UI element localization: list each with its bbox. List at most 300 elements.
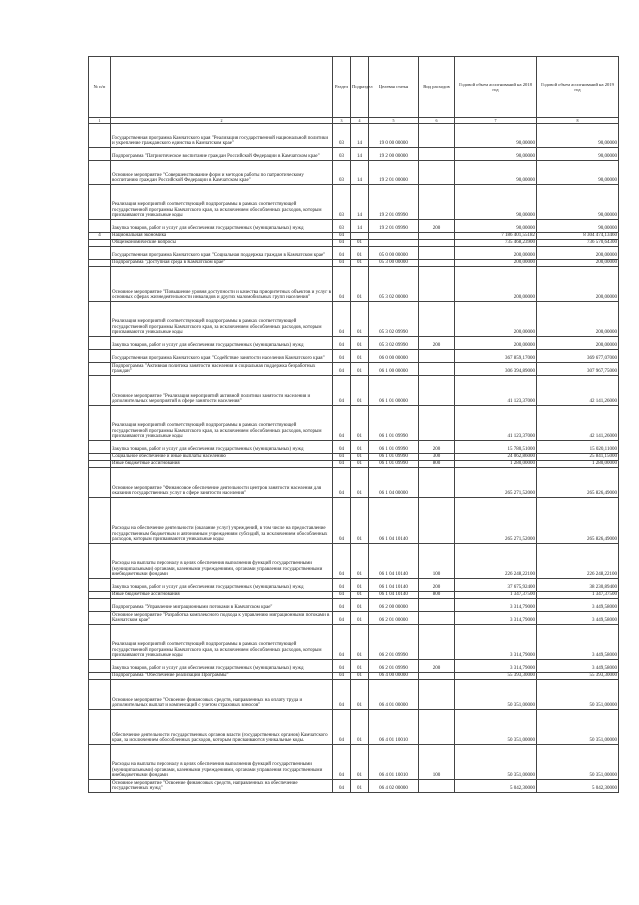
- cell-section: 04: [333, 337, 351, 350]
- cell-amount-2018: 90,00000: [455, 148, 537, 161]
- cell-name: Подпрограмма "Патриотическое воспитание граждан Российской Федерации в Камчатском крае": [111, 148, 333, 161]
- cell-amount-2019: 3 449,58000: [537, 625, 619, 660]
- cell-number: [89, 247, 111, 260]
- table-row: [89, 337, 619, 350]
- cell-amount-2019: 25 841,15000: [537, 454, 619, 461]
- table-row: [89, 302, 619, 337]
- cell-name: Закупка товаров, работ и услуг для обеспечения государственных (муниципальных) нужд: [111, 441, 333, 454]
- cell-expense-type: 200: [419, 337, 455, 350]
- header-exptype: Вид расходов: [419, 57, 455, 118]
- cell-subsection: 01: [351, 441, 369, 454]
- table-row: [89, 780, 619, 793]
- cell-expense-type: [419, 350, 455, 363]
- cell-amount-2019: 90,00000: [537, 124, 619, 148]
- cell-target-article: 06 1 01 09990: [369, 441, 419, 454]
- cell-name: Национальная экономика: [111, 233, 333, 240]
- cell-number: [89, 148, 111, 161]
- cell-expense-type: 200: [419, 660, 455, 673]
- cell-section: 04: [333, 376, 351, 406]
- table-row: [89, 148, 619, 161]
- cell-target-article: 06 1 04 10140: [369, 498, 419, 544]
- cell-amount-2018: 265 271,52000: [455, 468, 537, 498]
- cell-amount-2019: 200,00000: [537, 337, 619, 350]
- budget-table: [88, 56, 619, 793]
- cell-number: [89, 710, 111, 745]
- cell-expense-type: [419, 302, 455, 337]
- cell-name: Основное мероприятие "Реализация мероприятий активной политики занятости населения и дополнительных мероприятий в сфере занятости населения": [111, 376, 333, 406]
- cell-number: [89, 498, 111, 544]
- cell-amount-2019: 50 351,00000: [537, 680, 619, 710]
- cell-target-article: [369, 233, 419, 240]
- cell-section: 04: [333, 441, 351, 454]
- cell-name: Основное мероприятие "Повышение уровня доступности и качества приоритетных объектов и услуг в основных сферах жизнедеятельности инвалидов и других маломобильных групп населения": [111, 267, 333, 302]
- cell-amount-2018: 3 314,79000: [455, 612, 537, 625]
- cell-amount-2019: 3 449,58000: [537, 660, 619, 673]
- cell-expense-type: 800: [419, 461, 455, 468]
- table-row: [89, 406, 619, 441]
- cell-amount-2018: 41 123,37000: [455, 406, 537, 441]
- cell-amount-2018: 306 394,89000: [455, 363, 537, 376]
- cell-expense-type: [419, 148, 455, 161]
- colnum: 1: [89, 118, 111, 124]
- cell-subsection: 14: [351, 220, 369, 233]
- cell-amount-2018: 90,00000: [455, 124, 537, 148]
- cell-amount-2018: 7 186 401,55182: [455, 233, 537, 240]
- cell-subsection: 01: [351, 498, 369, 544]
- colnum: 4: [351, 118, 369, 124]
- cell-name: Реализация мероприятий соответствующей подпрограммы в рамках соответствующей государственной программы Камчатского края, за исключением обособленных расходов, которым присваиваются уникальные коды: [111, 185, 333, 220]
- cell-target-article: 06 1 01 00000: [369, 376, 419, 406]
- cell-amount-2019: 90,00000: [537, 148, 619, 161]
- cell-subsection: 01: [351, 468, 369, 498]
- cell-name: Расходы на выплаты персоналу в целях обеспечения выполнения функций государственными (муниципальными) органами, казенными учреждениями, органами управления государственными внебюджетными фондами: [111, 745, 333, 780]
- cell-section: 04: [333, 780, 351, 793]
- cell-amount-2018: 50 351,00000: [455, 745, 537, 780]
- header-target: Целевая статья: [369, 57, 419, 118]
- cell-amount-2019: 265 826,49000: [537, 498, 619, 544]
- cell-amount-2018: 200,00000: [455, 337, 537, 350]
- table-row: [89, 625, 619, 660]
- table-row: [89, 660, 619, 673]
- table-row: [89, 185, 619, 220]
- cell-amount-2018: 735 468,23900: [455, 240, 537, 247]
- cell-amount-2019: 265 826,49000: [537, 468, 619, 498]
- cell-amount-2019: 1 280,00000: [537, 461, 619, 468]
- cell-section: 04: [333, 599, 351, 612]
- cell-amount-2018: 200,00000: [455, 302, 537, 337]
- cell-amount-2018: 1 347,37500: [455, 592, 537, 599]
- cell-amount-2019: 200,00000: [537, 267, 619, 302]
- cell-amount-2019: 307 967,75000: [537, 363, 619, 376]
- cell-expense-type: [419, 260, 455, 267]
- cell-number: [89, 544, 111, 579]
- cell-section: 04: [333, 544, 351, 579]
- cell-number: [89, 625, 111, 660]
- cell-number: [89, 680, 111, 710]
- cell-number: [89, 454, 111, 461]
- table-row: [89, 260, 619, 267]
- header-2018: Годовой объем ассигнований на 2018 год: [455, 57, 537, 118]
- cell-section: 04: [333, 406, 351, 441]
- cell-name: Обеспечение деятельности государственных органов власти (государственных органов) Камчатского края, за исключением обособленных расходов, которым присваиваются уникальные коды.: [111, 710, 333, 745]
- table-row: [89, 267, 619, 302]
- cell-amount-2018: 5 042,30000: [455, 780, 537, 793]
- cell-name: Основное мероприятие "Совершенствование форм и методов работы по патриотическому воспитанию граждан Российской Федерации в Камчатском крае": [111, 161, 333, 185]
- cell-section: 04: [333, 240, 351, 247]
- cell-amount-2019: 200,00000: [537, 302, 619, 337]
- cell-amount-2019: 200,00000: [537, 260, 619, 267]
- header-num: № п/п: [89, 57, 111, 118]
- cell-section: 04: [333, 660, 351, 673]
- table-row: [89, 745, 619, 780]
- cell-name: Расходы на обеспечение деятельности (оказание услуг) учреждений, в том числе на предоставление государственным бюджетным и автономным учреждениям субсидий, за исключением обособленных расходов, которым присваиваются уникальные коды: [111, 498, 333, 544]
- cell-section: 04: [333, 260, 351, 267]
- table-row: [89, 454, 619, 461]
- cell-amount-2019: 3 449,58000: [537, 612, 619, 625]
- cell-subsection: 14: [351, 185, 369, 220]
- cell-expense-type: [419, 124, 455, 148]
- cell-subsection: 01: [351, 710, 369, 745]
- cell-name: Иные бюджетные ассигнования: [111, 461, 333, 468]
- table-row: [89, 376, 619, 406]
- cell-expense-type: [419, 406, 455, 441]
- cell-amount-2018: 200,00000: [455, 267, 537, 302]
- cell-subsection: 01: [351, 780, 369, 793]
- cell-section: 04: [333, 680, 351, 710]
- cell-section: 04: [333, 302, 351, 337]
- cell-expense-type: 200: [419, 441, 455, 454]
- cell-target-article: 06 4 02 00000: [369, 780, 419, 793]
- cell-target-article: 06 4 01 10010: [369, 710, 419, 745]
- table-row: [89, 579, 619, 592]
- cell-amount-2018: 15 780,51000: [455, 441, 537, 454]
- cell-number: [89, 406, 111, 441]
- cell-amount-2019: 90,00000: [537, 220, 619, 233]
- cell-amount-2019: 1 347,37500: [537, 592, 619, 599]
- table-row: [89, 441, 619, 454]
- cell-subsection: 01: [351, 376, 369, 406]
- cell-section: 04: [333, 363, 351, 376]
- cell-amount-2019: 736 570,64300: [537, 240, 619, 247]
- cell-subsection: 14: [351, 161, 369, 185]
- cell-number: [89, 745, 111, 780]
- cell-expense-type: 300: [419, 454, 455, 461]
- header-section: Раздел: [333, 57, 351, 118]
- cell-expense-type: [419, 468, 455, 498]
- cell-name: Закупка товаров, работ и услуг для обеспечения государственных (муниципальных) нужд: [111, 579, 333, 592]
- cell-amount-2018: 37 675,92400: [455, 579, 537, 592]
- cell-expense-type: 100: [419, 544, 455, 579]
- cell-target-article: 05 3 02 09990: [369, 302, 419, 337]
- cell-name: Государственная программа Камчатского края "Содействие занятости населения Камчатского края": [111, 350, 333, 363]
- cell-number: [89, 302, 111, 337]
- cell-subsection: 01: [351, 337, 369, 350]
- table-row: [89, 612, 619, 625]
- cell-name: Подпрограмма "Управление миграционными потоками в Камчатском крае": [111, 599, 333, 612]
- cell-section: 04: [333, 454, 351, 461]
- cell-target-article: 06 1 01 09990: [369, 461, 419, 468]
- cell-number: [89, 124, 111, 148]
- cell-target-article: [369, 240, 419, 247]
- cell-number: [89, 441, 111, 454]
- cell-expense-type: [419, 680, 455, 710]
- cell-number: [89, 337, 111, 350]
- cell-subsection: 01: [351, 673, 369, 680]
- cell-number: [89, 660, 111, 673]
- cell-target-article: 06 1 01 09990: [369, 454, 419, 461]
- cell-section: 04: [333, 468, 351, 498]
- cell-name: Социальное обеспечение и иные выплаты населению: [111, 454, 333, 461]
- cell-target-article: 06 1 04 10140: [369, 544, 419, 579]
- cell-number: [89, 579, 111, 592]
- cell-number: [89, 599, 111, 612]
- cell-section: 04: [333, 461, 351, 468]
- cell-amount-2018: 90,00000: [455, 161, 537, 185]
- cell-expense-type: [419, 599, 455, 612]
- cell-amount-2019: 200,00000: [537, 247, 619, 260]
- cell-expense-type: [419, 185, 455, 220]
- cell-section: 04: [333, 592, 351, 599]
- cell-target-article: 19 2 01 09990: [369, 185, 419, 220]
- cell-amount-2018: 55 393,30000: [455, 673, 537, 680]
- cell-name: Подпрограмма "Обеспечение реализации Программы": [111, 673, 333, 680]
- colnum: 3: [333, 118, 351, 124]
- cell-amount-2019: 90,00000: [537, 161, 619, 185]
- cell-section: 03: [333, 185, 351, 220]
- cell-expense-type: [419, 673, 455, 680]
- cell-amount-2018: 200,00000: [455, 260, 537, 267]
- cell-amount-2019: 55 393,30000: [537, 673, 619, 680]
- header-subsection: Подраздел: [351, 57, 369, 118]
- table-row: [89, 461, 619, 468]
- cell-subsection: 01: [351, 240, 369, 247]
- cell-expense-type: [419, 625, 455, 660]
- cell-number: [89, 612, 111, 625]
- table-row: [89, 161, 619, 185]
- cell-section: 03: [333, 220, 351, 233]
- cell-target-article: 19 0 00 00000: [369, 124, 419, 148]
- cell-number: [89, 185, 111, 220]
- cell-target-article: 06 1 04 00000: [369, 468, 419, 498]
- cell-name: Основное мероприятие "Освоение финансовых средств, направленных на оплату труда и дополнительных выплат и компенсаций с учетом страховых взносов": [111, 680, 333, 710]
- cell-subsection: 01: [351, 350, 369, 363]
- cell-number: [89, 461, 111, 468]
- cell-name: Закупка товаров, работ и услуг для обеспечения государственных (муниципальных) нужд: [111, 660, 333, 673]
- cell-subsection: 14: [351, 124, 369, 148]
- cell-section: 04: [333, 745, 351, 780]
- cell-amount-2019: 50 351,00000: [537, 710, 619, 745]
- cell-number: [89, 240, 111, 247]
- cell-section: 04: [333, 579, 351, 592]
- cell-amount-2019: 5 042,30000: [537, 780, 619, 793]
- cell-amount-2019: 8 304 474,13460: [537, 233, 619, 240]
- cell-name: Подпрограмма "Активная политика занятости населения и социальная поддержка безработных граждан": [111, 363, 333, 376]
- cell-target-article: 06 4 01 00000: [369, 680, 419, 710]
- cell-subsection: 01: [351, 745, 369, 780]
- header-name: [111, 57, 333, 118]
- cell-subsection: 01: [351, 680, 369, 710]
- cell-amount-2018: 3 314,79000: [455, 660, 537, 673]
- cell-name: Реализация мероприятий соответствующей подпрограммы в рамках соответствующей государственной программы Камчатского края, за исключением обособленных расходов, которым присваиваются уникальные коды: [111, 625, 333, 660]
- cell-target-article: 05 0 00 00000: [369, 247, 419, 260]
- cell-name: Общеэкономические вопросы: [111, 240, 333, 247]
- cell-target-article: 19 2 01 00000: [369, 161, 419, 185]
- table-row: [89, 220, 619, 233]
- cell-amount-2019: 38 230,89400: [537, 579, 619, 592]
- cell-expense-type: [419, 233, 455, 240]
- cell-number: 4: [89, 233, 111, 240]
- cell-name: Государственная программа Камчатского края "Социальная поддержка граждан в Камчатском крае": [111, 247, 333, 260]
- table-row: [89, 544, 619, 579]
- cell-subsection: 01: [351, 454, 369, 461]
- cell-expense-type: [419, 363, 455, 376]
- cell-name: Основное мероприятие "Разработка комплексного подхода к управлению миграционными потоками в Камчатском крае": [111, 612, 333, 625]
- cell-amount-2019: 90,00000: [537, 185, 619, 220]
- cell-subsection: 01: [351, 544, 369, 579]
- cell-number: [89, 350, 111, 363]
- cell-expense-type: 200: [419, 220, 455, 233]
- colnum: 5: [369, 118, 419, 124]
- cell-number: [89, 267, 111, 302]
- cell-subsection: 01: [351, 599, 369, 612]
- cell-subsection: 01: [351, 660, 369, 673]
- table-row: [89, 247, 619, 260]
- table-row: [89, 468, 619, 498]
- table-row: [89, 233, 619, 240]
- cell-number: [89, 220, 111, 233]
- cell-subsection: 01: [351, 592, 369, 599]
- cell-number: [89, 673, 111, 680]
- cell-subsection: 01: [351, 363, 369, 376]
- cell-name: Реализация мероприятий соответствующей подпрограммы в рамках соответствующей государственной программы Камчатского края, за исключением обособленных расходов, которым присваиваются уникальные коды: [111, 406, 333, 441]
- cell-name: Основное мероприятие "Финансовое обеспечение деятельности центров занятости населения для оказания государственных услуг в сфере занятости населения": [111, 468, 333, 498]
- cell-amount-2018: 200,00000: [455, 247, 537, 260]
- cell-section: 03: [333, 124, 351, 148]
- cell-section: 04: [333, 247, 351, 260]
- cell-name: Подпрограмма "Доступная среда в Камчатском крае": [111, 260, 333, 267]
- table-row: [89, 592, 619, 599]
- table-row: [89, 350, 619, 363]
- cell-subsection: 01: [351, 406, 369, 441]
- cell-target-article: 06 1 01 09990: [369, 406, 419, 441]
- cell-target-article: 06 4 01 10010: [369, 745, 419, 780]
- cell-subsection: 01: [351, 260, 369, 267]
- cell-target-article: 05 3 02 00000: [369, 267, 419, 302]
- cell-subsection: [351, 233, 369, 240]
- cell-expense-type: [419, 267, 455, 302]
- cell-target-article: 06 4 00 00000: [369, 673, 419, 680]
- cell-amount-2018: 24 062,86000: [455, 454, 537, 461]
- cell-subsection: 01: [351, 579, 369, 592]
- cell-number: [89, 260, 111, 267]
- cell-expense-type: 200: [419, 579, 455, 592]
- cell-expense-type: [419, 780, 455, 793]
- cell-amount-2018: 3 314,79000: [455, 599, 537, 612]
- cell-target-article: 19 2 00 00000: [369, 148, 419, 161]
- cell-target-article: 06 2 00 00000: [369, 599, 419, 612]
- cell-target-article: 06 1 04 10140: [369, 579, 419, 592]
- cell-section: 04: [333, 233, 351, 240]
- cell-number: [89, 363, 111, 376]
- cell-number: [89, 592, 111, 599]
- table-body: [89, 124, 619, 793]
- cell-amount-2018: 226 248,22100: [455, 544, 537, 579]
- cell-expense-type: [419, 612, 455, 625]
- cell-amount-2018: 50 351,00000: [455, 680, 537, 710]
- cell-expense-type: 800: [419, 592, 455, 599]
- cell-target-article: 06 2 01 09990: [369, 660, 419, 673]
- cell-amount-2019: 226 248,22100: [537, 544, 619, 579]
- cell-section: 04: [333, 625, 351, 660]
- cell-amount-2019: 50 351,00000: [537, 745, 619, 780]
- cell-subsection: 01: [351, 625, 369, 660]
- cell-section: 04: [333, 498, 351, 544]
- cell-subsection: 01: [351, 612, 369, 625]
- cell-number: [89, 161, 111, 185]
- cell-subsection: 01: [351, 302, 369, 337]
- cell-name: Закупка товаров, работ и услуг для обеспечения государственных (муниципальных) нужд: [111, 220, 333, 233]
- cell-target-article: 06 0 00 00000: [369, 350, 419, 363]
- cell-subsection: 01: [351, 461, 369, 468]
- cell-expense-type: [419, 498, 455, 544]
- cell-amount-2019: 3 449,58000: [537, 599, 619, 612]
- cell-amount-2018: 41 123,37000: [455, 376, 537, 406]
- cell-number: [89, 780, 111, 793]
- cell-target-article: 05 3 02 09990: [369, 337, 419, 350]
- cell-amount-2018: 50 351,00000: [455, 710, 537, 745]
- cell-expense-type: [419, 161, 455, 185]
- cell-target-article: 06 2 01 09990: [369, 625, 419, 660]
- table-row: [89, 124, 619, 148]
- cell-section: 04: [333, 267, 351, 302]
- cell-number: [89, 468, 111, 498]
- cell-expense-type: [419, 710, 455, 745]
- header-row: [89, 57, 619, 118]
- cell-expense-type: [419, 247, 455, 260]
- cell-name: Расходы на выплаты персоналу в целях обеспечения выполнения функций государственными (муниципальными) органами, казенными учреждениями, органами управления государственными внебюджетными фондами: [111, 544, 333, 579]
- table-row: [89, 498, 619, 544]
- cell-name: Основное мероприятие "Освоение финансовых средств, направленных на обеспечение государственных нужд": [111, 780, 333, 793]
- cell-amount-2018: 265 271,52000: [455, 498, 537, 544]
- cell-section: 04: [333, 710, 351, 745]
- cell-section: 04: [333, 350, 351, 363]
- cell-target-article: 06 1 04 10140: [369, 592, 419, 599]
- cell-amount-2019: 42 141,26000: [537, 376, 619, 406]
- colnum: 2: [111, 118, 333, 124]
- cell-expense-type: 100: [419, 745, 455, 780]
- cell-name: Государственная программа Камчатского края "Реализация государственной национальной политики и укрепление гражданского единства в Камчатском крае": [111, 124, 333, 148]
- cell-target-article: 06 1 00 00000: [369, 363, 419, 376]
- cell-number: [89, 376, 111, 406]
- cell-amount-2018: 367 859,17000: [455, 350, 537, 363]
- cell-amount-2018: 90,00000: [455, 220, 537, 233]
- header-2019: Годовой объем ассигнований на 2019 год: [537, 57, 619, 118]
- cell-name: Иные бюджетные ассигнования: [111, 592, 333, 599]
- cell-amount-2018: 1 280,00000: [455, 461, 537, 468]
- cell-amount-2018: 3 314,79000: [455, 625, 537, 660]
- cell-amount-2018: 90,00000: [455, 185, 537, 220]
- cell-section: 04: [333, 612, 351, 625]
- cell-expense-type: [419, 240, 455, 247]
- table-row: [89, 363, 619, 376]
- budget-sheet: [88, 56, 618, 882]
- cell-subsection: 14: [351, 148, 369, 161]
- table-row: [89, 599, 619, 612]
- cell-amount-2019: 369 677,07000: [537, 350, 619, 363]
- cell-subsection: 01: [351, 267, 369, 302]
- table-row: [89, 240, 619, 247]
- cell-section: 04: [333, 673, 351, 680]
